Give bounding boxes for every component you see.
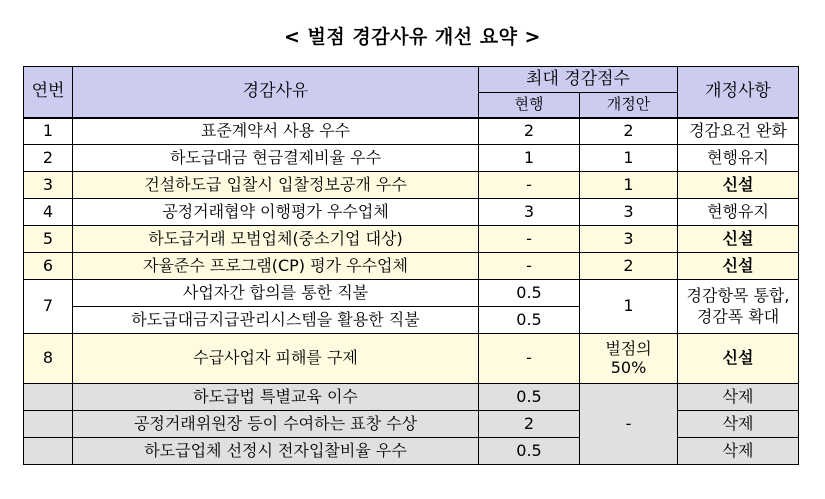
cell-reason: 하도급대금 현금결제비율 우수 bbox=[73, 145, 479, 172]
cell-current: 2 bbox=[479, 411, 580, 438]
cell-change: 신설 bbox=[678, 334, 799, 384]
cell-reason: 건설하도급 입찰시 입찰정보공개 우수 bbox=[73, 172, 479, 199]
cell-change: 경감항목 통합, 경감폭 확대 bbox=[678, 280, 799, 334]
header-seq: 연번 bbox=[24, 67, 73, 118]
cell-reason: 자율준수 프로그램(CP) 평가 우수업체 bbox=[73, 253, 479, 280]
cell-change: 삭제 bbox=[678, 438, 799, 465]
header-max-points: 최대 경감점수 bbox=[479, 67, 678, 93]
cell-current: 0.5 bbox=[479, 307, 580, 334]
cell-reason: 공정거래협약 이행평가 우수업체 bbox=[73, 199, 479, 226]
table-row bbox=[24, 145, 799, 172]
cell-change: 신설 bbox=[678, 253, 799, 280]
table-row bbox=[24, 118, 799, 145]
cell-seq bbox=[24, 438, 73, 465]
cell-reason: 하도급법 특별교육 이수 bbox=[73, 384, 479, 411]
table-row bbox=[24, 334, 799, 384]
cell-seq bbox=[24, 411, 73, 438]
summary-table bbox=[23, 66, 799, 465]
cell-change: 삭제 bbox=[678, 411, 799, 438]
cell-seq: 5 bbox=[24, 226, 73, 253]
cell-revised: 1 bbox=[580, 280, 678, 334]
cell-seq: 2 bbox=[24, 145, 73, 172]
table-row bbox=[24, 280, 799, 307]
cell-current: - bbox=[479, 334, 580, 384]
cell-reason: 하도급대금지급관리시스템을 활용한 직불 bbox=[73, 307, 479, 334]
cell-change: 신설 bbox=[678, 172, 799, 199]
table-row bbox=[24, 226, 799, 253]
cell-current: 2 bbox=[479, 118, 580, 145]
cell-current: 0.5 bbox=[479, 280, 580, 307]
cell-revised: 3 bbox=[580, 226, 678, 253]
header-reason: 경감사유 bbox=[73, 67, 479, 118]
cell-revised: 2 bbox=[580, 118, 678, 145]
cell-reason: 공정거래위원장 등이 수여하는 표창 수상 bbox=[73, 411, 479, 438]
cell-current: - bbox=[479, 172, 580, 199]
cell-current: 3 bbox=[479, 199, 580, 226]
cell-reason: 수급사업자 피해를 구제 bbox=[73, 334, 479, 384]
cell-revised: 1 bbox=[580, 172, 678, 199]
cell-current: 0.5 bbox=[479, 438, 580, 465]
cell-seq: 6 bbox=[24, 253, 73, 280]
cell-current: 0.5 bbox=[479, 384, 580, 411]
cell-revised: 1 bbox=[580, 145, 678, 172]
cell-change: 신설 bbox=[678, 226, 799, 253]
cell-revised: 벌점의 50% bbox=[580, 334, 678, 384]
cell-current: 1 bbox=[479, 145, 580, 172]
cell-seq bbox=[24, 384, 73, 411]
header-current: 현행 bbox=[479, 93, 580, 118]
cell-revised: 3 bbox=[580, 199, 678, 226]
header-changes: 개정사항 bbox=[678, 67, 799, 118]
table-row bbox=[24, 384, 799, 411]
cell-revised: - bbox=[580, 384, 678, 465]
page-title: < 벌점 경감사유 개선 요약 > bbox=[284, 26, 541, 48]
cell-change: 삭제 bbox=[678, 384, 799, 411]
cell-change: 경감요건 완화 bbox=[678, 118, 799, 145]
table-row bbox=[24, 199, 799, 226]
cell-revised: 2 bbox=[580, 253, 678, 280]
cell-current: - bbox=[479, 253, 580, 280]
table-row bbox=[24, 438, 799, 465]
table-row bbox=[24, 172, 799, 199]
cell-seq: 4 bbox=[24, 199, 73, 226]
cell-change: 현행유지 bbox=[678, 145, 799, 172]
cell-seq: 3 bbox=[24, 172, 73, 199]
cell-reason: 사업자간 합의를 통한 직불 bbox=[73, 280, 479, 307]
table-row bbox=[24, 253, 799, 280]
cell-reason: 하도급거래 모범업체(중소기업 대상) bbox=[73, 226, 479, 253]
cell-reason: 표준계약서 사용 우수 bbox=[73, 118, 479, 145]
cell-reason: 하도급업체 선정시 전자입찰비율 우수 bbox=[73, 438, 479, 465]
cell-seq: 1 bbox=[24, 118, 73, 145]
cell-seq: 7 bbox=[24, 280, 73, 334]
cell-current: - bbox=[479, 226, 580, 253]
cell-change: 현행유지 bbox=[678, 199, 799, 226]
table-row bbox=[24, 411, 799, 438]
header-revised: 개정안 bbox=[580, 93, 678, 118]
cell-seq: 8 bbox=[24, 334, 73, 384]
